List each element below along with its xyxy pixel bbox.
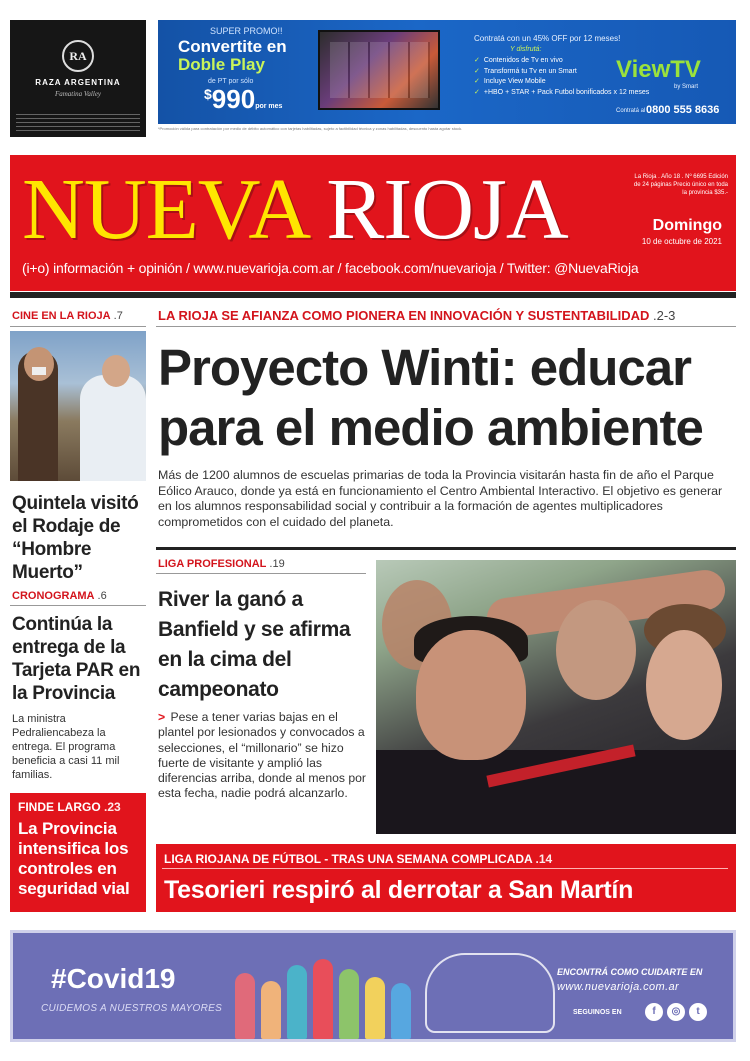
feature-item: ✓ +HBO + STAR + Pack Futbol bonificados x 12 meses [474, 88, 649, 99]
ad-left-fine-print [16, 114, 140, 132]
divider [10, 326, 146, 327]
divider [156, 573, 366, 574]
cine-kicker: CINE EN LA RIOJA .7 [12, 310, 123, 322]
finde-kicker: FINDE LARGO .23 [18, 800, 121, 814]
divider [10, 605, 146, 606]
title-word-nueva: NUEVA [22, 160, 306, 257]
person-head [102, 355, 130, 387]
river-body-text: Pese a tener varias bajas en el plantel por lesionados y convocados a selecciones, el “millonario” se hizo fuerte de visitante y amplió las diferencias arriba, donde al menos por esta fecha, nadie podrá alcanzarlo. [158, 710, 366, 801]
river-headline[interactable]: River la ganó a Banfield y se afirma en la cima del campeonato [158, 588, 351, 701]
feature-item: ✓ Incluye View Mobile [474, 77, 649, 88]
tesorieri-kicker: LIGA RIOJANA DE FÚTBOL - TRAS UNA SEMANA COMPLICADA .14 [164, 852, 553, 866]
finde-headline: La Provincia intensifica los controles en seguridad vial [18, 819, 130, 898]
newspaper-title [22, 161, 568, 257]
player-face [646, 630, 722, 740]
offer-text: Contratá con un 45% OFF por 12 meses! [474, 34, 621, 43]
elderly-people-illustration [235, 951, 425, 1039]
main-kicker: LA RIOJA SE AFIANZA COMO PIONERA EN INNOVACIÓN Y SUSTENTABILIDAD .2-3 [158, 308, 676, 323]
ad-banner-band [158, 20, 736, 124]
arrow-icon: > [158, 710, 166, 724]
edition-day: Domingo [652, 217, 722, 234]
promo-small: SUPER PROMO!! [210, 26, 283, 36]
covid-hashtag: #Covid19 [51, 963, 176, 994]
hygiene-icons [425, 953, 555, 1033]
ad-viewtv-banner[interactable] [158, 20, 736, 137]
ad-disclaimer: *Promoción válida para contratación por medio de débito automático con tarjetas habilitadas, sujeto a factibilidad técnica y zonas habilitadas, descuento hasta agotar stock. [158, 126, 463, 131]
price-value: 990 [211, 84, 256, 114]
price-currency: $ [204, 86, 212, 102]
masthead [10, 155, 736, 291]
promo-price-label: de PT por sólo [208, 78, 254, 85]
promo-title-line2: Doble Play [178, 55, 265, 74]
main-deck: Más de 1200 alumnos de escuelas primarias de toda la Provincia visitarán hasta fin de año el Parque Eólico Arauco, donde ya está en funcionamiento el Centro Ambiental Interactivo. El objetivo es generar en los alumnos responsabilidad social y contribuir a la formación de agentes multiplicadores comprometidos con el cuidado del planeta. [158, 468, 723, 529]
ad-left-brand: RAZA ARGENTINA [35, 78, 121, 87]
divider [156, 547, 736, 550]
feature-item: ✓ Transformá tu Tv en un Smart [474, 67, 649, 78]
face-mask [32, 367, 46, 375]
river-body [158, 710, 368, 802]
facebook-icon[interactable]: f [645, 1003, 663, 1021]
offer-sub: Y disfrutá: [510, 46, 542, 53]
viewtv-by: by Smart [674, 84, 699, 90]
crono-kicker: CRONOGRAMA .6 [12, 590, 107, 602]
tv-screens-image [318, 30, 440, 110]
quintela-photo[interactable] [10, 331, 146, 481]
promo-title [178, 38, 338, 74]
title-word-rioja: RIOJA [326, 160, 568, 257]
player-face [416, 630, 526, 760]
covid-url[interactable]: www.nuevarioja.com.ar [557, 981, 680, 993]
river-players-photo[interactable] [376, 560, 736, 834]
covid-cta: ENCONTRÁ COMO CUIDARTE EN [557, 967, 703, 977]
finde-largo-box[interactable] [10, 793, 146, 912]
tarjeta-body: La ministra Pedraliencabeza la entrega. El programa beneficia a casi 11 mil familias. [12, 713, 120, 781]
edition-info: La Rioja . Año 18 . Nº 6695 Edición de 24 páginas Precio único en toda la provincia $35.- [633, 174, 728, 196]
player-face [556, 600, 636, 700]
viewtv-logo: ViewTV [616, 56, 701, 83]
masthead-tagline[interactable]: (i+o) información + opinión / www.nuevarioja.com.ar / facebook.com/nuevarioja / Twitter: @NuevaRioja [22, 260, 639, 276]
person-figure [80, 375, 146, 481]
masthead-divider [10, 292, 736, 298]
tesorieri-box[interactable] [156, 844, 736, 912]
tarjeta-headline[interactable]: Continúa la entrega de la Tarjeta PAR en la Provincia [12, 614, 141, 704]
main-headline[interactable]: Proyecto Winti: educar para el medio ambiente [158, 339, 703, 456]
edition-date: 10 de octubre de 2021 [641, 237, 722, 246]
divider [156, 326, 736, 327]
ad-left-sub: Famatina Valley [54, 90, 102, 98]
covid-sub: CUIDEMOS A NUESTROS MAYORES [41, 1003, 223, 1014]
contact-label: Contratá al [616, 108, 646, 114]
feature-item: ✓ Contenidos de Tv en vivo [474, 56, 649, 67]
person-head [24, 347, 54, 381]
ra-logo: RA [62, 40, 94, 72]
covid-ad[interactable] [10, 930, 736, 1042]
liga-kicker: LIGA PROFESIONAL .19 [158, 558, 285, 570]
follow-label: SEGUINOS EN [573, 1009, 622, 1016]
quintela-headline[interactable]: Quintela visitó el Rodaje de “Hombre Muerto” [12, 493, 139, 583]
price-suffix: por mes [255, 103, 283, 110]
promo-title-line1: Convertite en [178, 37, 287, 56]
instagram-icon[interactable]: ◎ [667, 1003, 685, 1021]
divider [162, 868, 728, 869]
promo-price [204, 84, 282, 115]
twitter-icon[interactable]: t [689, 1003, 707, 1021]
tesorieri-headline: Tesorieri respiró al derrotar a San Martín [164, 876, 634, 904]
ad-raza-argentina[interactable] [10, 20, 146, 137]
phone-number[interactable]: 0800 555 8636 [646, 104, 720, 116]
